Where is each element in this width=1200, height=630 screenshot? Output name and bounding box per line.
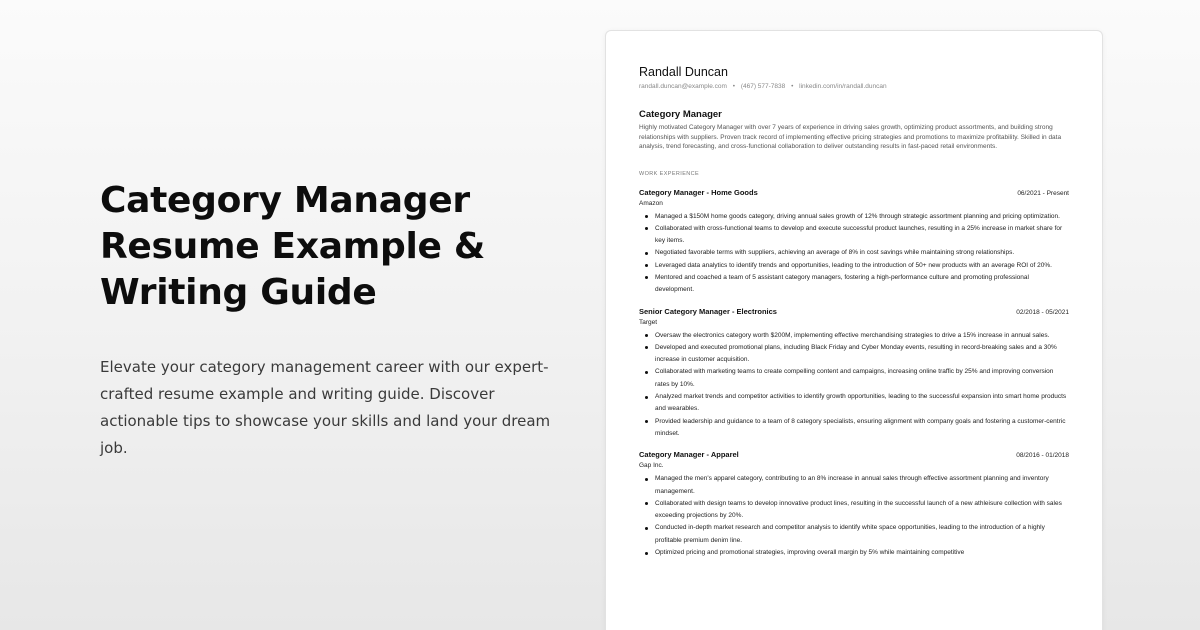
job-bullet: Conducted in-depth market research and competitor analysis to identify white space opportunities, leading to the introduction of a highly profitable premium denim line. <box>655 522 1069 547</box>
job-entry <box>639 306 1069 441</box>
job-bullet: Negotiated favorable terms with suppliers, achieving an average of 8% in cost savings while maintaining strong relationships. <box>655 247 1069 259</box>
title-line: Writing Guide <box>100 272 377 313</box>
page-subtitle: Elevate your category management career with our expert-crafted resume example and writing guide. Discover actionable tips to showcase your skills and land your dream job. <box>100 358 551 457</box>
title-line: Resume Example & <box>100 226 485 267</box>
job-dates: 08/2016 - 01/2018 <box>1016 452 1069 460</box>
job-bullet: Provided leadership and guidance to a team of 8 category specialists, ensuring alignment with company goals and fostering a customer-centric mindset. <box>655 416 1069 441</box>
job-title: Category Manager - Home Goods <box>639 187 758 197</box>
job-bullet: Collaborated with design teams to develop innovative product lines, resulting in the successful launch of a new athleisure collection with sales exceeding projections by 20%. <box>655 498 1069 523</box>
resume-name: Randall Duncan <box>639 65 728 79</box>
job-company: Amazon <box>639 199 663 207</box>
resume-contact <box>639 82 1069 91</box>
job-bullets <box>639 473 1069 559</box>
job-bullet: Managed the men's apparel category, contributing to an 8% increase in annual sales through effective assortment planning and inventory management. <box>655 473 1069 498</box>
job-bullet: Optimized pricing and promotional strategies, improving overall margin by 5% while maintaining competitive <box>655 547 1069 559</box>
contact-separator: • <box>791 83 794 90</box>
job-bullet: Leveraged data analytics to identify trends and opportunities, leading to the introduction of 50+ new products with an average ROI of 20%. <box>655 260 1069 272</box>
job-title: Senior Category Manager - Electronics <box>639 306 777 316</box>
job-bullet: Oversaw the electronics category worth $200M, implementing effective merchandising strategies to drive a 15% increase in annual sales. <box>655 330 1069 342</box>
resume-preview <box>605 30 1103 630</box>
page-title <box>100 178 560 316</box>
resume-title: Category Manager <box>639 109 722 120</box>
job-bullet: Analyzed market trends and competitor activities to identify growth opportunities, leading to the successful expansion into smart home products and wearables. <box>655 391 1069 416</box>
job-dates: 02/2018 - 05/2021 <box>1016 308 1069 316</box>
job-bullets <box>639 330 1069 441</box>
work-experience-heading: WORK EXPERIENCE <box>639 170 700 177</box>
contact-phone: (467) 577-7838 <box>740 83 786 90</box>
contact-email: randall.duncan@example.com <box>639 83 727 90</box>
resume-summary: Highly motivated Category Manager with over 7 years of experience in driving sales growth, optimizing product assortments, and building strong relationships with suppliers. Proven track record of implementing effective pricing strategies and promotions to maximize profitability. Skilled in data analysis, trend forecasting, and cross-functional collaboration to deliver outstanding results in fast-paced retail environments. <box>639 124 1062 150</box>
hero <box>100 178 560 316</box>
contact-linkedin: linkedin.com/in/randall.duncan <box>799 83 887 90</box>
job-bullet: Developed and executed promotional plans, including Black Friday and Cyber Monday events, resulting in record-breaking sales and a 30% increase in customer acquisition. <box>655 342 1069 367</box>
job-entry <box>639 449 1069 559</box>
job-bullet: Mentored and coached a team of 5 assistant category managers, fostering a high-performance culture and promoting professional development. <box>655 272 1069 297</box>
job-dates: 06/2021 - Present <box>1017 189 1069 197</box>
job-bullet: Collaborated with cross-functional teams to develop and execute successful product launches, resulting in a 25% increase in market share for key items. <box>655 223 1069 248</box>
title-line: Category Manager <box>100 180 470 221</box>
job-bullets <box>639 211 1069 297</box>
job-entry <box>639 187 1069 297</box>
job-bullet: Collaborated with marketing teams to create compelling content and campaigns, increasing online traffic by 25% and improving conversion rates by 10%. <box>655 366 1069 391</box>
contact-separator: • <box>732 83 735 90</box>
job-company: Gap Inc. <box>639 462 664 470</box>
job-bullet: Managed a $150M home goods category, driving annual sales growth of 12% through strategic assortment planning and pricing optimization. <box>655 211 1069 223</box>
job-company: Target <box>639 318 658 326</box>
job-title: Category Manager - Apparel <box>639 450 739 460</box>
